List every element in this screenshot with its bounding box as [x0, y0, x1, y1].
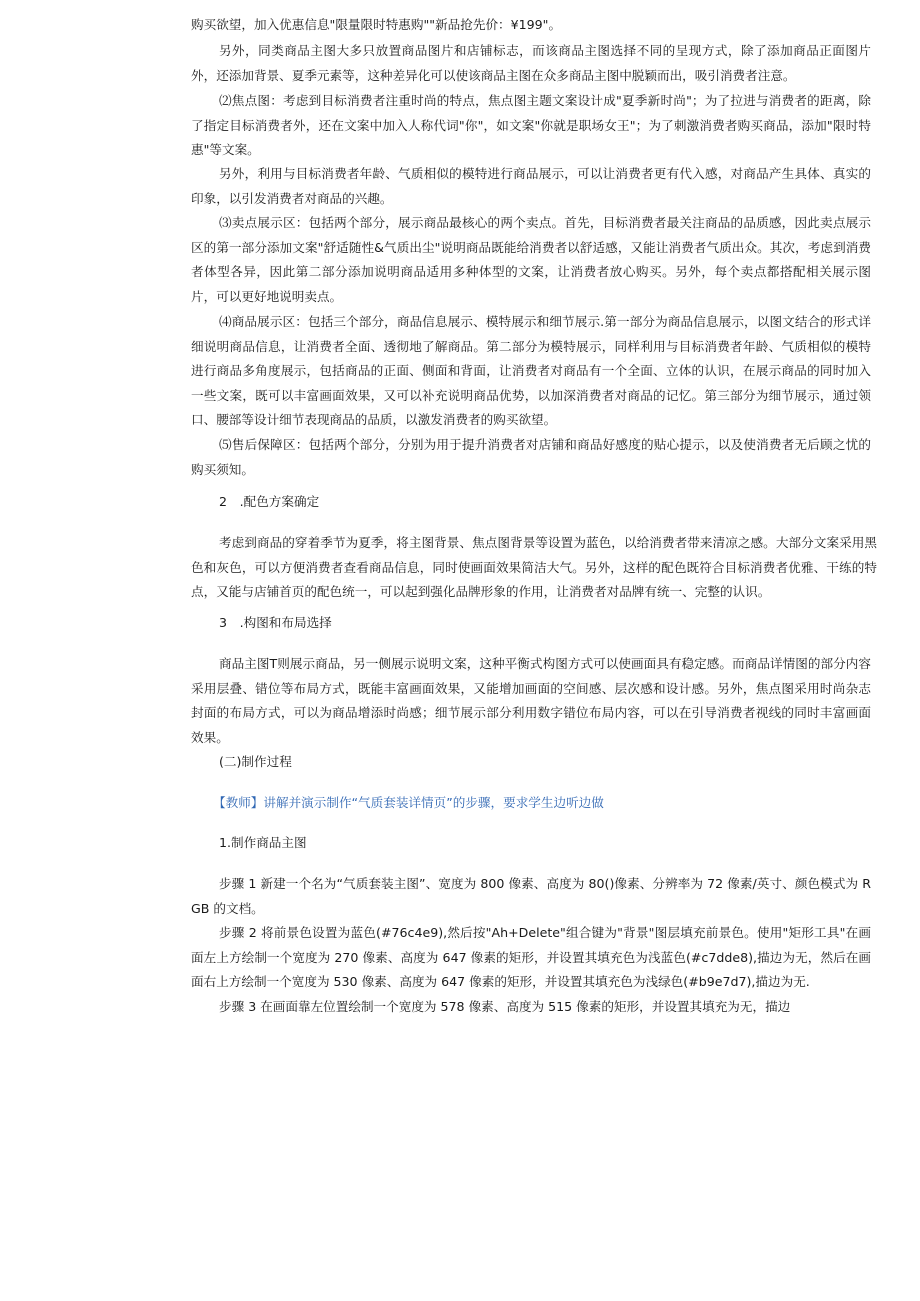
heading-make-main-image: 1.制作商品主图 [219, 835, 307, 850]
paragraph-composition: 商品主图T则展示商品，另一侧展示说明文案，这种平衡式构图方式可以使画面具有稳定感。而商品详情图的部分内容采用层叠、错位等布局方式，既能丰富画面效果，又能增加画面的空间感、层次感和设计感。另外，焦点图采用时尚杂志封面的布局方式，可以为商品增添时尚感；细节展示部分利用数字错位布局内容，可以在引导消费者视线的同时丰富画面效果。 [191, 656, 871, 745]
paragraph-main-image-diff: 另外，同类商品主图大多只放置商品图片和店铺标志，而该商品主图选择不同的呈现方式，除了添加商品正面图片外，还添加背景、夏季元素等，这种差异化可以使该商品主图在众多商品主图中脱颖而出，吸引消费者注意。 [191, 43, 871, 83]
paragraph-model: 另外，利用与目标消费者年龄、气质相似的模特进行商品展示，可以让消费者更有代入感，对商品产生具体、真实的印象，以引发消费者对商品的兴趣。 [191, 166, 871, 206]
step-1: 步骤 1 新建一个名为“气质套装主图”、宽度为 800 像素、高度为 80()像素、分辨率为 72 像素/英寸、颜色模式为 RGB 的文档。 [191, 876, 871, 916]
paragraph-color-scheme: 考虑到商品的穿着季节为夏季，将主图背景、焦点图背景等设置为蓝色，以给消费者带来清凉之感。大部分文案采用黑色和灰色，可以方便消费者查看商品信息，同时使画面效果简洁大气。另外，这样的配色既符合目标消费者优雅、干练的特点，又能与店铺首页的配色统一，可以起到强化品牌形象的作用，让消费者对品牌有统一、完整的认识。 [191, 535, 877, 599]
heading-production-process: (二)制作过程 [219, 754, 292, 769]
teacher-note: 【教师】讲解并演示制作“气质套装详情页”的步骤，要求学生边听边做 [213, 795, 604, 810]
heading-composition: 3 .构图和布局选择 [219, 615, 332, 630]
paragraph-focus-image: ⑵焦点图：考虑到目标消费者注重时尚的特点，焦点图主题文案设计成"夏季新时尚"；为了拉进与消费者的距离，除了指定目标消费者外，还在文案中加入人称代词"你"，如文案"你就是职场女王"；为了刺激消费者购买商品，添加"限时特惠"等文案。 [191, 93, 871, 157]
step-3: 步骤 3 在画面靠左位置绘制一个宽度为 578 像素、高度为 515 像素的矩形，并设置其填充为无，描边 [219, 999, 791, 1014]
paragraph-after-sales: ⑸售后保障区：包括两个部分，分别为用于提升消费者对店铺和商品好感度的贴心提示，以及使消费者无后顾之忧的购买须知。 [191, 437, 871, 477]
heading-color-scheme: 2 .配色方案确定 [219, 494, 320, 509]
step-2: 步骤 2 将前景色设置为蓝色(#76c4e9),然后按"Ah+Delete"组合键为"背景"图层填充前景色。使用"矩形工具"在画面左上方绘制一个宽度为 270 像素、高度为 647 像素的矩形，并设置其填充色为浅蓝色(#c7dde8),描边为无，然后在画面右上方绘制一个宽度为 530 像素、高度为 647 像素的矩形，并设置其填充色为浅绿色(#b9e7d7),描边为无. [191, 925, 871, 989]
paragraph-selling-points: ⑶卖点展示区：包括两个部分，展示商品最核心的两个卖点。首先，目标消费者最关注商品的品质感，因此卖点展示区的第一部分添加文案"舒适随性&气质出尘"说明商品既能给消费者以舒适感，又能让消费者气质出众。其次，考虑到消费者体型各异，因此第二部分添加说明商品适用多种体型的文案，让消费者放心购买。另外，每个卖点都搭配相关展示图片，可以更好地说明卖点。 [191, 215, 871, 304]
paragraph-product-display: ⑷商品展示区：包括三个部分，商品信息展示、模特展示和细节展示.第一部分为商品信息展示，以图文结合的形式详细说明商品信息，让消费者全面、透彻地了解商品。第二部分为模特展示，同样利用与目标消费者年龄、气质相似的模特进行商品多角度展示，包括商品的正面、侧面和背面，让消费者对商品有一个全面、立体的认识，在展示商品的同时加入一些文案，既可以丰富画面效果，又可以补充说明商品优势，以加深消费者对商品的记忆。第三部分为细节展示，通过领口、腰部等设计细节表现商品的品质，以激发消费者的购买欲望。 [191, 314, 871, 427]
paragraph-promo: 购买欲望，加入优惠信息"限量限时特惠购""新品抢先价：¥199"。 [191, 17, 562, 32]
